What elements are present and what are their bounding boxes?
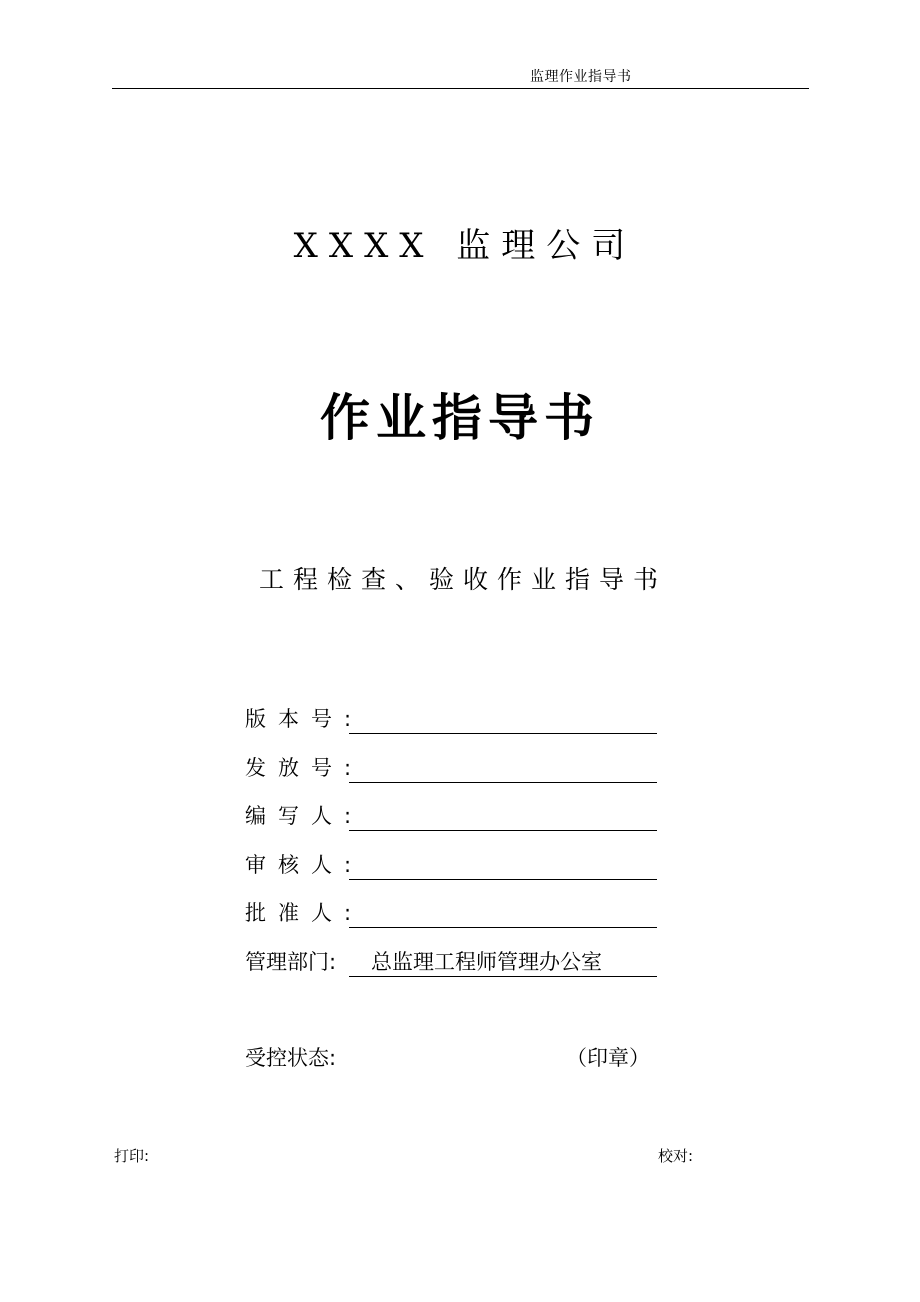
reviewer-field[interactable] <box>349 850 657 880</box>
proofread-label: 校对: <box>658 1147 694 1165</box>
department-label: 管理部门: <box>245 949 337 974</box>
form-row-issue <box>245 753 657 802</box>
running-header: 监理作业指导书 <box>530 69 632 85</box>
print-label: 打印: <box>114 1147 150 1165</box>
form-row-author <box>245 801 657 850</box>
issue-number-field[interactable] <box>349 753 657 783</box>
author-label: 编写人: <box>245 804 364 828</box>
version-label: 版本号: <box>245 707 364 731</box>
form-row-department <box>245 947 657 996</box>
form-row-version <box>245 704 657 753</box>
approver-field[interactable] <box>349 898 657 928</box>
header-rule <box>112 88 809 89</box>
author-field[interactable] <box>349 801 657 831</box>
seal-placeholder: （印章） <box>566 1046 650 1070</box>
approver-label: 批准人: <box>245 901 364 925</box>
document-title: 作业指导书 <box>320 389 600 447</box>
version-field[interactable] <box>349 704 657 734</box>
control-status-label: 受控状态: <box>245 1046 337 1070</box>
document-info-form <box>245 704 657 995</box>
form-row-approver <box>245 898 657 947</box>
form-row-reviewer <box>245 850 657 899</box>
department-field[interactable]: 总监理工程师管理办公室 <box>349 947 657 977</box>
reviewer-label: 审核人: <box>245 852 364 877</box>
document-subtitle: 工程检查、验收作业指导书 <box>258 565 667 594</box>
company-name: XXXX 监理公司 <box>293 226 637 266</box>
issue-number-label: 发放号: <box>245 755 364 780</box>
